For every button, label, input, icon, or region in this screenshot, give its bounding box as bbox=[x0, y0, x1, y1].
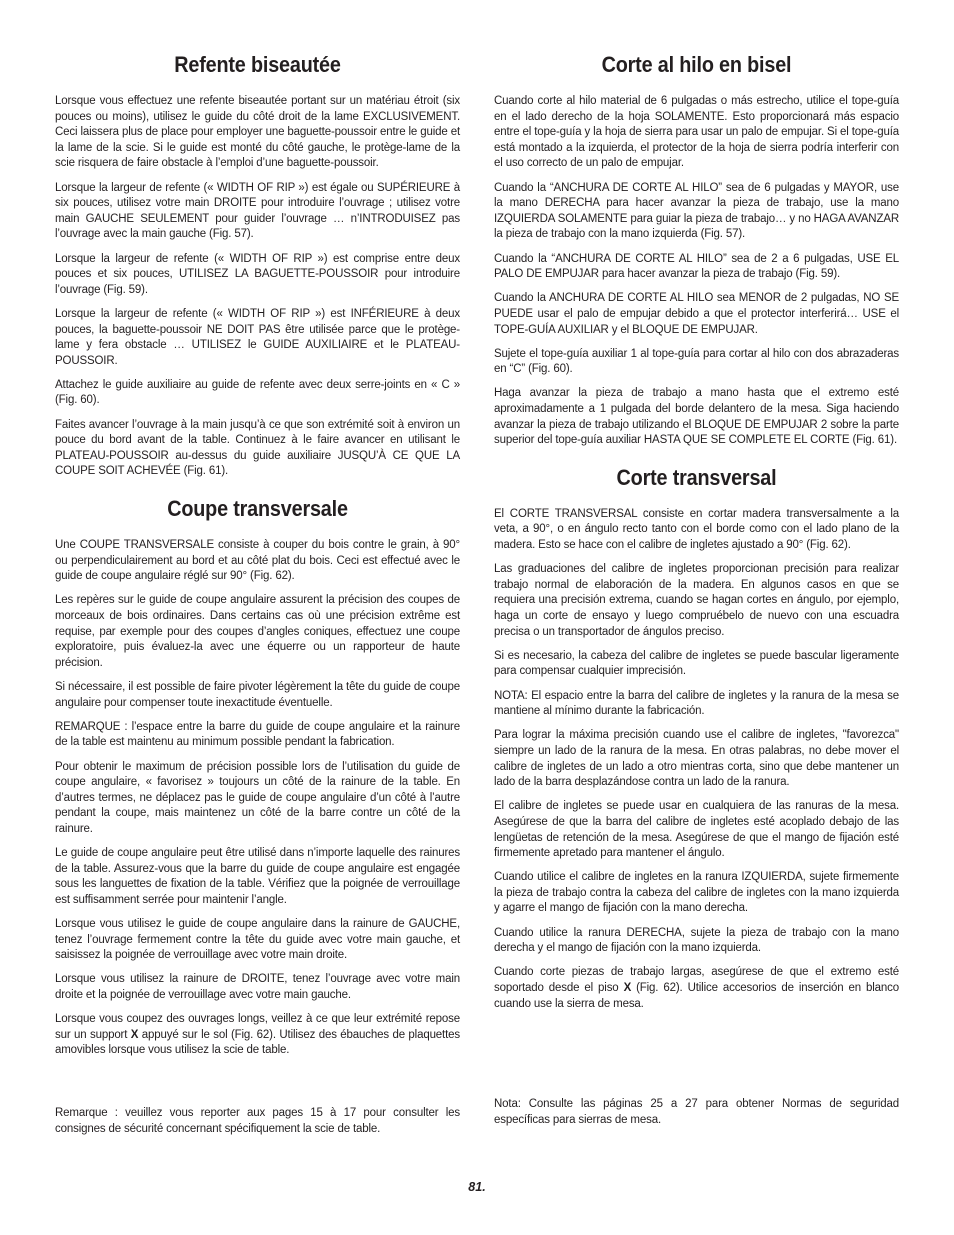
section-title-corte-transversal: Corte transversal bbox=[616, 464, 777, 490]
paragraph: Las graduaciones del calibre de ingletes proporcionan precisión para realizar trabajo normal de elaboración de la madera. En algunos casos en que se requiera una precisión extrema, cuando se hagan cortes en ángulo, por ejemplo, haga un corte de ensayo y luego compruébelo de nuevo con una escuadra precisa o un transportador de ángulos preciso. bbox=[494, 563, 899, 638]
paragraph: Cuando la ANCHURA DE CORTE AL HILO sea MENOR de 2 pulgadas, NO SE PUEDE usar el palo de empujar debido a que el protector interferirá… USE el TOPE-GUÍA AUXILIAR y el BLOQUE DE EMPUJAR. bbox=[494, 292, 899, 336]
paragraph: Le guide de coupe angulaire peut être utilisé dans n’importe laquelle des rainures de la table. Assurez-vous que la barre du guide de coupe angulaire est engagée sous les languettes de fixation de la table. Vérifiez que la poignée de verrouillage est suffisamment serrée pour maintenir l’angle. bbox=[55, 847, 460, 906]
paragraph: Lorsque vous utilisez la rainure de DROITE, tenez l’ouvrage avec votre main droite et la poignée de verrouillage avec votre main gauche. bbox=[55, 973, 460, 1002]
paragraph: Lorsque la largeur de refente (« WIDTH OF RIP ») est INFÉRIEURE à deux pouces, la baguette-poussoir NE DOIT PAS être utilisée parce que le protège-lame y fera obstacle … UTILISEZ le GUIDE AUXILIAIRE et le PLATEAU-POUSSOIR. bbox=[55, 307, 460, 367]
paragraph: Lorsque vous effectuez une refente biseautée portant sur un matériau étroit (six pouces ou moins), utilisez le guide du côté droit de la lame EXCLUSIVEMENT. Ceci laissera plus de place pour employer une baguette-poussoir entre le guide et la lame de la scie. Si le guide est monté du côté gauche, le protège-lame de la scie risquera de faire obstacle à l’emploi d’une baguette-poussoir. bbox=[55, 95, 460, 170]
paragraph: Lorsque la largeur de refente (« WIDTH OF RIP ») est égale ou SUPÉRIEURE à six pouces, utilisez votre main DROITE pour introduire l’ouvrage ; utilisez votre main GAUCHE SEULEMENT pour guider l’ouvrage … n’INTRODUISEZ pas l’ouvrage avec la main gauche (Fig. 57). bbox=[55, 181, 460, 241]
paragraph: Lorsque la largeur de refente (« WIDTH OF RIP ») est comprise entre deux pouces et six pouces, UTILISEZ LA BAGUETTE-POUSSOIR pour introduire l’ouvrage (Fig. 59). bbox=[55, 252, 460, 296]
paragraph: Pour obtenir le maximum de précision possible lors de l’utilisation du guide de coupe angulaire, « favorisez » toujours un côté de la rainure de la table. En d’autres termes, ne déplacez pas le guide de coupe angulaire d’un côté à l’autre pendant la coupe, mais maintenez un côté de la barre contre un côté de la rainure. bbox=[55, 760, 460, 835]
support-x-label: X bbox=[130, 1028, 139, 1041]
text-run: (Fig. 62). Utilice accesorios de inserción en blanco cuando use la sierra de mesa. bbox=[494, 982, 899, 1010]
paragraph: Cuando utilice la ranura DERECHA, sujete la pieza de trabajo con la mano derecha y el mango de fijación con la mano izquierda. bbox=[494, 926, 899, 955]
paragraph: El calibre de ingletes se puede usar en cualquiera de las ranuras de la mesa. Asegúrese de que la barra del calibre de ingletes esté acoplado debajo de las lengüetas de retención de la mesa. Asegúrese de que el mango de fijación esté firmemente apretado para mantener el ángulo. bbox=[494, 800, 899, 860]
note-text: Remarque : veuillez vous reporter aux pages 15 à 17 pour consulter les consignes de sécurité concernant spécifiquement la scie de table. bbox=[55, 1107, 460, 1135]
spanish-safety-note bbox=[494, 1097, 899, 1137]
paragraph: Cuando utilice el calibre de ingletes en la ranura IZQUIERDA, sujete firmemente la pieza de trabajo contra la cabeza del calibre de ingletes con la mano izquierda y agarre el mango de fijación con la mano derecha. bbox=[494, 871, 899, 915]
section-title-refente-biseautee: Refente biseautée bbox=[174, 52, 341, 77]
french-safety-note bbox=[55, 1106, 460, 1146]
paragraph: REMARQUE : l’espace entre la barre du guide de coupe angulaire et la rainure de la table est maintenu au minimum possible pendant la fabrication. bbox=[55, 720, 460, 749]
paragraph: Une COUPE TRANSVERSALE consiste à couper du bois contre le grain, à 90° ou perpendiculairement au bord et au côté plat du bois. Ceci est effectué avec le guide de coupe angulaire réglé sur 90° (Fig. 62). bbox=[55, 539, 460, 583]
paragraph: Faites avancer l’ouvrage à la main jusqu’à ce que son extrémité soit à environ un pouce du bord avant de la table. Continuez à le faire avancer en utilisant le PLATEAU-POUSSOIR au-dessus du guide auxiliaire JUSQU’À CE QUE LA COUPE SOIT ACHEVÉE (Fig. 61). bbox=[55, 418, 460, 478]
note-text: Nota: Consulte las páginas 25 a 27 para obtener Normas de seguridad específicas para sierras de mesa. bbox=[494, 1098, 899, 1126]
text-run: appuyé sur le sol (Fig. 62). Utilisez des ébauches de plaquettes amovibles lorsque vous utilisez la scie de table. bbox=[55, 1028, 460, 1057]
paragraph: Attachez le guide auxiliaire au guide de refente avec deux serre-joints en « C » (Fig. 60). bbox=[55, 378, 460, 407]
paragraph: Les repères sur le guide de coupe angulaire assurent la précision des coupes de morceaux de bois ordinaires. Dans certains cas où une précision extrême est requise, par exemple pour des coupes d’angles coniques, effectuez une coupe exploratoire, puis évaluez-la avec une équerre ou un rapporteur de haute précision. bbox=[55, 594, 460, 669]
paragraph: El CORTE TRANSVERSAL consiste en cortar madera transversalmente a la veta, a 90°, o en ángulo recto tanto con el borde como con el lado plano de la madera. Esto se hace con el calibre de ingletes ajustado a 90° (Fig. 62). bbox=[494, 507, 899, 552]
section-title-corte-al-hilo-en-bisel: Corte al hilo en bisel bbox=[601, 52, 792, 77]
paragraph: Si nécessaire, il est possible de faire pivoter légèrement la tête du guide de coupe angulaire pour compenser toute inexactitude éventuelle. bbox=[55, 680, 460, 709]
paragraph: NOTA: El espacio entre la barra del calibre de ingletes y la ranura de la mesa se mantiene al mínimo durante la fabricación. bbox=[494, 689, 899, 718]
paragraph: Lorsque vous utilisez le guide de coupe angulaire dans la rainure de GAUCHE, tenez l’ouvrage fermement contre la tête du guide avec votre main gauche, et saisissez la poignée de verrouillage avec votre main droite. bbox=[55, 918, 460, 962]
french-column bbox=[55, 50, 460, 1068]
paragraph-long-workpieces bbox=[55, 1012, 460, 1059]
paragraph: Si es necesario, la cabeza del calibre de ingletes se puede bascular ligeramente para compensar cualquier imprecisión. bbox=[494, 649, 899, 678]
paragraph: Para lograr la máxima precisión cuando use el calibre de ingletes, "favorezca" siempre un lado de la ranura de la mesa. En otras palabras, no debe mover el calibre de ingletes de un lado a otro mientras corta, sino que debe mantener un lado de la barra desplazándose contra un lado de la ranura. bbox=[494, 729, 899, 789]
paragraph: Cuando corte al hilo material de 6 pulgadas o más estrecho, utilice el tope-guía en el lado derecho de la hoja SOLAMENTE. Esto proporcionará más espacio entre el tope-guía y la hoja de sierra para usar un palo de empujar. Si el tope-guía está montado a la izquierda, el protector de la hoja de sierra podría interferir con el uso correcto de un palo de empujar. bbox=[494, 95, 899, 170]
page-number: 81. bbox=[468, 1180, 486, 1194]
text-run: Cuando corte piezas de trabajo largas, asegúrese de que el extremo esté soportado desde el piso bbox=[494, 966, 899, 995]
paragraph: Haga avanzar la pieza de trabajo a mano hasta que el extremo esté aproximadamente a 1 pulgada del borde delantero de la mesa. Siga haciendo avanzar la pieza de trabajo utilizando el BLOQUE DE EMPUJAR 2 sobre la parte superior del tope-guía auxiliar HASTA QUE SE COMPLETE EL CORTE (Fig. 61). bbox=[494, 387, 899, 447]
section-title-coupe-transversale: Coupe transversale bbox=[167, 496, 348, 522]
paragraph-long-workpieces bbox=[494, 965, 899, 1012]
paragraph: Cuando la “ANCHURA DE CORTE AL HILO” sea de 6 pulgadas y MAYOR, use la mano DERECHA para hacer avanzar la pieza de trabajo, use la mano IZQUIERDA SOLAMENTE para guiar la pieza de trabajo… y no HAGA AVANZAR la pieza de trabajo con la mano izquierda (Fig. 57). bbox=[494, 181, 899, 241]
support-x-label: X bbox=[623, 982, 632, 995]
spanish-column bbox=[494, 50, 899, 1021]
paragraph: Sujete el tope-guía auxiliar 1 al tope-guía para cortar al hilo con dos abrazaderas en “C” (Fig. 60). bbox=[494, 347, 899, 376]
text-run: Lorsque vous coupez des ouvrages longs, veillez à ce que leur extrémité repose sur un support bbox=[55, 1013, 460, 1041]
paragraph: Cuando la “ANCHURA DE CORTE AL HILO” sea de 2 a 6 pulgadas, USE EL PALO DE EMPUJAR para hacer avanzar la pieza de trabajo (Fig. 59). bbox=[494, 252, 899, 281]
